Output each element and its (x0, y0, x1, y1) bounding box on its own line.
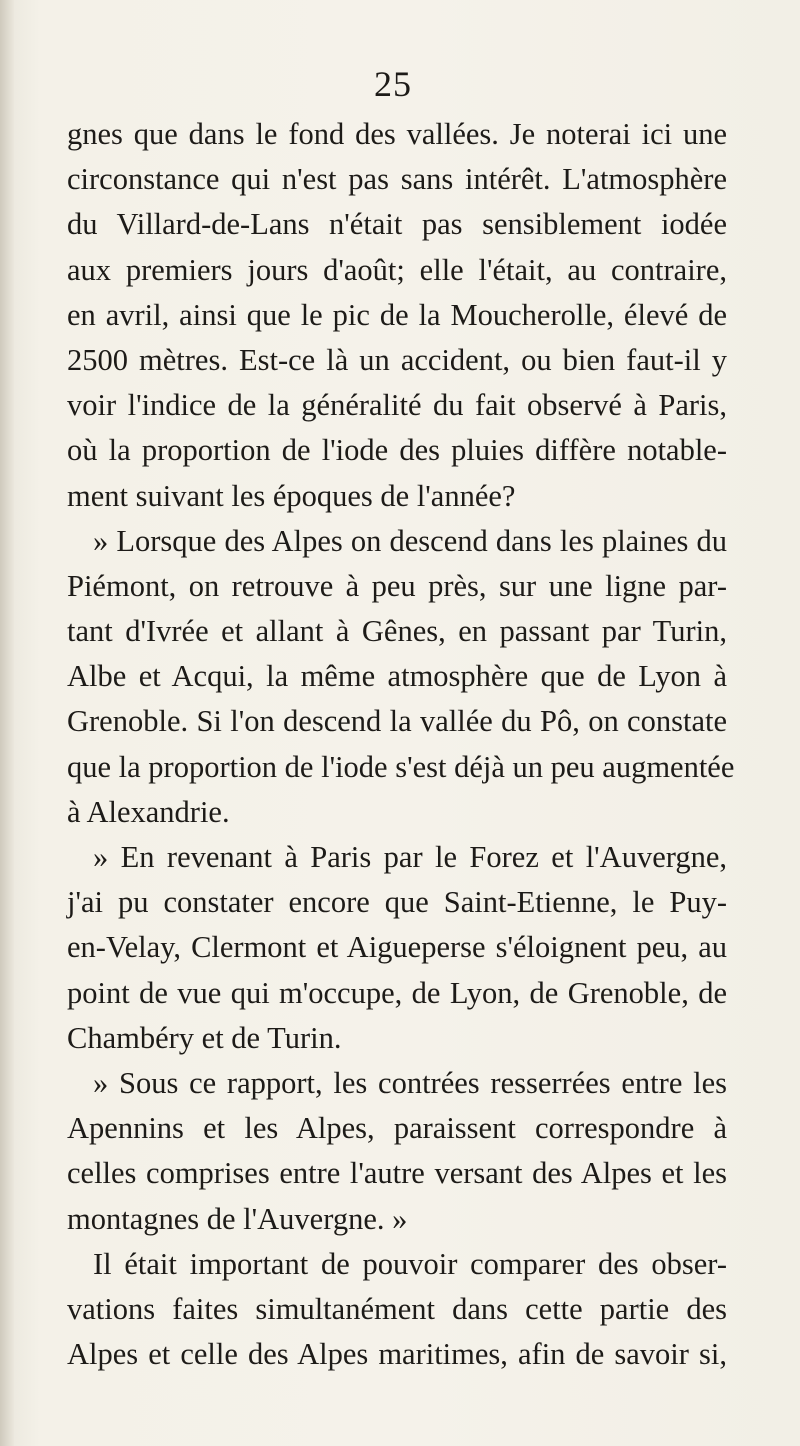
text-line: en-Velay, Clermont et Aigueperse s'éloignent peu, au (67, 930, 727, 965)
text-line: Piémont, on retrouve à peu près, sur une ligne par- (67, 568, 727, 603)
text-line: en avril, ainsi que le pic de la Moucherolle, élevé de (67, 297, 727, 332)
text-line: du Villard-de-Lans n'était pas sensiblement iodée (67, 207, 727, 242)
text-line: circonstance qui n'est pas sans intérêt. L'atmosphère (67, 162, 727, 197)
text-line: Apennins et les Alpes, paraissent correspondre à (67, 1111, 727, 1146)
text-line: tant d'Ivrée et allant à Gênes, en passant par Turin, (67, 614, 727, 649)
text-line: gnes que dans le fond des vallées. Je noterai ici une (67, 117, 727, 151)
text-line: aux premiers jours d'août; elle l'était, au contraire, (67, 252, 727, 287)
text-line: voir l'indice de la généralité du fait observé à Paris, (67, 388, 727, 423)
text-line: montagnes de l'Auvergne. » (67, 1201, 408, 1236)
text-line: » En revenant à Paris par le Forez et l'Auvergne, (93, 840, 727, 874)
text-line: celles comprises entre l'autre versant des Alpes et les (67, 1156, 727, 1191)
text-line: Il était important de pouvoir comparer des obser- (93, 1246, 727, 1281)
text-line: j'ai pu constater encore que Saint-Etienne, le Puy- (67, 885, 727, 920)
text-line: Alpes et celle des Alpes maritimes, afin de savoir si, (67, 1337, 727, 1372)
text-line: où la proportion de l'iode des pluies diffère notable- (67, 433, 727, 468)
text-line: point de vue qui m'occupe, de Lyon, de Grenoble, de (67, 975, 727, 1010)
page-number: 25 (374, 64, 412, 104)
text-line: que la proportion de l'iode s'est déjà un peu augmentée (67, 749, 735, 784)
page-binding-edge (0, 0, 14, 1446)
text-line: ment suivant les époques de l'année? (67, 478, 516, 513)
text-line: Chambéry et de Turin. (67, 1020, 342, 1055)
text-line: à Alexandrie. (67, 794, 230, 829)
text-line: 2500 mètres. Est-ce là un accident, ou bien faut-il y (67, 342, 727, 377)
body-text (67, 112, 735, 1377)
text-line: » Lorsque des Alpes on descend dans les plaines du (93, 523, 727, 558)
text-line: » Sous ce rapport, les contrées resserrées entre les (93, 1065, 727, 1100)
text-line: Grenoble. Si l'on descend la vallée du Pô, on constate (67, 704, 727, 739)
text-line: Albe et Acqui, la même atmosphère que de Lyon à (67, 659, 727, 694)
text-line: vations faites simultanément dans cette partie des (67, 1291, 727, 1326)
